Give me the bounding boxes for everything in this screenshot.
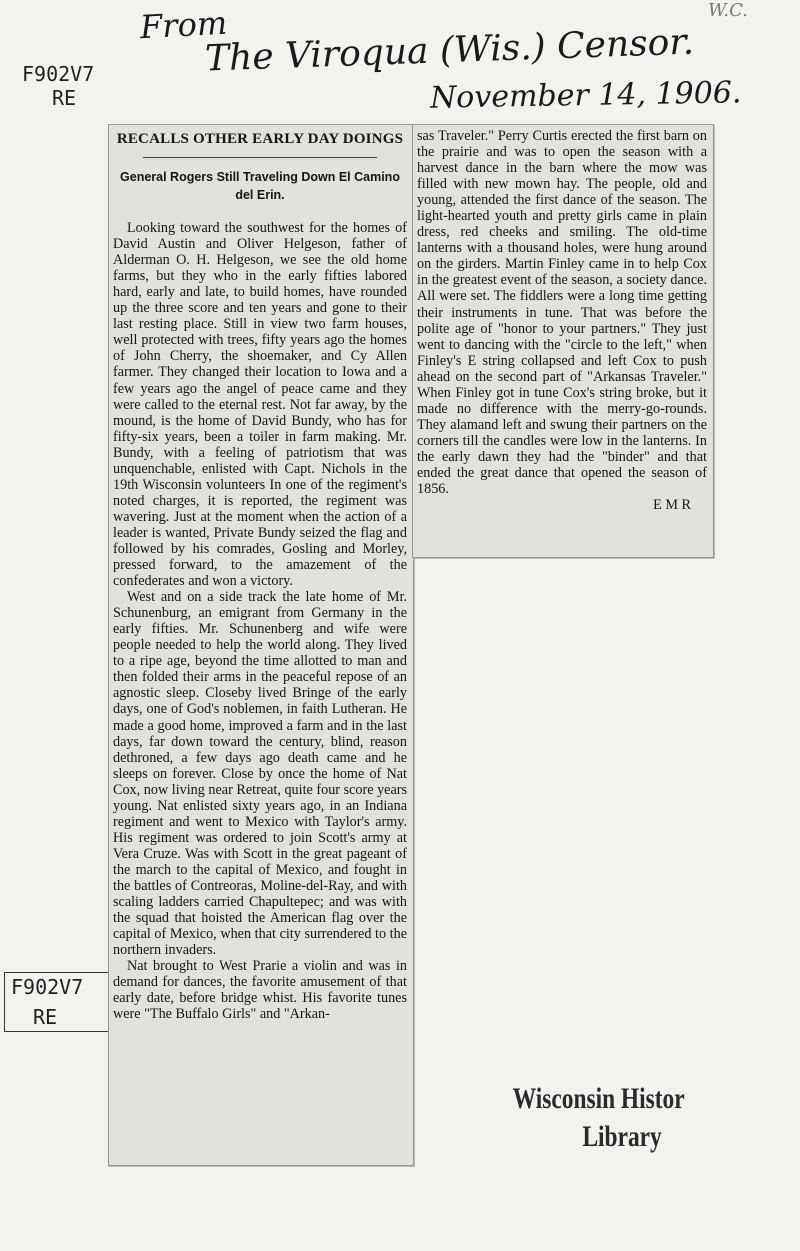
call-number-top-line-2: RE [52, 86, 77, 110]
paragraph-2: West and on a side track the late home of Mr. Schunenburg, an emigrant from Germany in the early fifties. Mr. Schunenberg and wife were people needed to help the world along. They lived to a ripe age, beyond the time allotted to man and then folded their arms in the peaceful repose of an agnostic sleep. Closeby lived Bringe of the early days, one of God's noblemen, in faith Lutheran. He made a good home, improved a farm and in the last days, far down toward the century, blind, reason dethroned, a few days ago death came and he sleeps on forever. Close by once the home of Nat Cox, now living near Retreat, quite four score years young. Nat enlisted sixty years ago, in an Indiana regiment and went to Mexico with Taylor's army. His regiment was ordered to join Scott's army at Vera Cruze. Was with Scott in the great pageant of the march to the capital of Mexico, and fought in the battles of Contreoras, Moline-del-Ray, and with scaling ladders carried Chapultepec; and was with the squad that hoisted the American flag over the capital of Mexico, when that city surrendered to the northern invaders. [113, 589, 407, 959]
call-number-side-line-2: RE [33, 1005, 58, 1029]
signature-initials: E M R [653, 497, 691, 514]
paragraph-continued: sas Traveler." Perry Curtis erected the first barn on the prairie and was to open the season with a harvest dance in the barn where the mow was filled with new mown hay. The people, old and young, attended the first dance of the season. The light-hearted youth and pretty girls came in plain dress, red cheeks and smiling. The old-time lanterns with a thousand holes, were hung around on the girders. Martin Finley came in to help Cox in the greatest event of the season, a society dance. All were set. The fiddlers were a long time getting their instruments in tune. That was before the polite age of "honor to your partners." They just went to dancing with the "circle to the left," when Finley's E string collapsed and left Cox to push ahead on the second part of "Arkansas Traveler." When Finley got in tune Cox's string broke, but it made no difference with the merry-go-rounds. They alamand left and swung their partners on the corners till the candles were low in the lanterns. In the early dawn they had the "binder" and that ended the great dance that opened the season of 1856. [417, 128, 707, 498]
article-subheadline: General Rogers Still Traveling Down El Camino del Erin. [120, 170, 400, 203]
call-number-stamp-side [4, 972, 110, 1032]
call-number-top-line-1: F902V7 [22, 62, 95, 86]
article-column-1 [113, 131, 407, 1161]
article-column-2 [417, 128, 707, 552]
library-stamp-line-2: Library [582, 1120, 662, 1153]
call-number-side-line-1: F902V7 [11, 975, 84, 999]
paragraph-1: Looking toward the southwest for the homes of David Austin and Oliver Helgeson, father of Alderman O. H. Helgeson, we see the old home farms, but they who in the early fifties labored hard, early and late, to build homes, have rounded up the three score and ten years and gone to their last resting place. Still in view two farm houses, well protected with trees, fifty years ago the homes of John Cherry, the shoemaker, and Cy Allen farmer. They changed their location to Iowa and a few years ago the angel of peace came and they were called to the eternal rest. Not far away, by the mound, is the home of David Bundy, who has for fifty-six years, been a toiler in farm making. Mr. Bundy, with a feeling of patriotism that was unquenchable, enlisted with Capt. Nichols in the 19th Wisconsin volunteers In one of the regiment's noted charges, it is reported, the regiment was wavering. Just at the moment when the action of a leader is wanted, Private Bundy seized the flag and followed by his comrades, Gosling and Morley, pressed forward, to the amazement of the confederates and won a victory. [113, 220, 407, 590]
handwritten-corner-mark: W.C. [708, 0, 748, 21]
headline-rule [143, 157, 377, 158]
library-stamp-line-1: Wisconsin Histor [512, 1082, 685, 1115]
call-number-stamp-top [22, 62, 94, 110]
article-signature [417, 497, 707, 513]
paragraph-3: Nat brought to West Prarie a violin and was in demand for dances, the favorite amusement of that early date, before bridge whist. His favorite tunes were "The Buffalo Girls" and "Arkan- [113, 958, 407, 1023]
article-headline: RECALLS OTHER EARLY DAY DOINGS [116, 131, 404, 147]
handwritten-date: November 14, 1906. [429, 75, 742, 116]
library-stamp [470, 1080, 727, 1156]
handwritten-source-line-2: The Viroqua (Wis.) Censor. [204, 21, 695, 80]
handwritten-source-line-1: From [139, 3, 229, 47]
